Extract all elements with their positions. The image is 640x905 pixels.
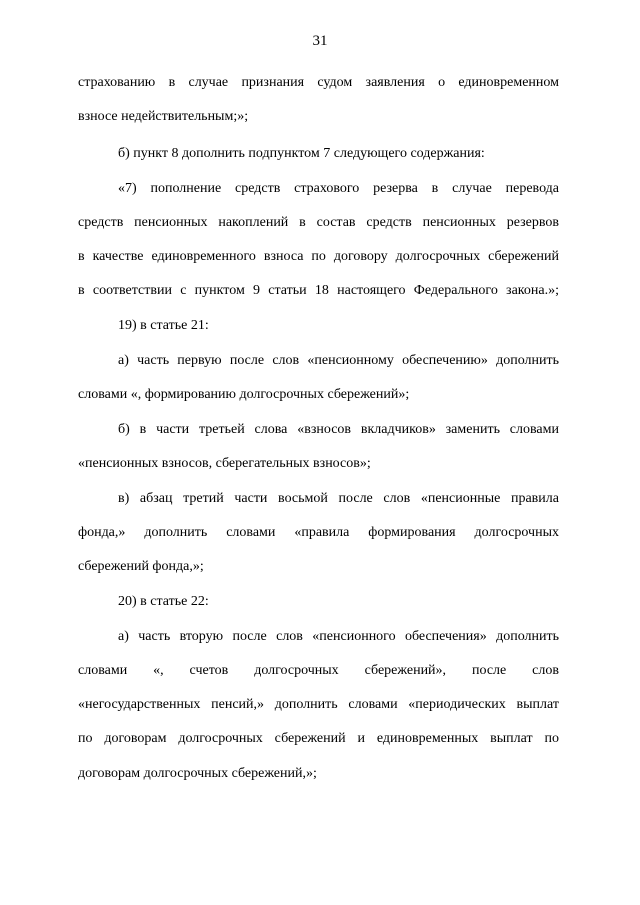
text-line: 19) в статье 21:: [118, 318, 209, 333]
text-line: б) в части третьей слова «взносов вкладчиков» заменить словами: [118, 422, 559, 437]
text-line: сбережений фонда,»;: [78, 559, 204, 574]
text-line: 20) в статье 22:: [118, 594, 209, 609]
text-line: словами «, счетов долгосрочных сбережений», после слов: [78, 663, 559, 678]
text-line: средств пенсионных накоплений в состав средств пенсионных резервов: [78, 215, 559, 230]
text-line: фонда,» дополнить словами «правила формирования долгосрочных: [78, 525, 559, 540]
text-line: а) часть вторую после слов «пенсионного обеспечения» дополнить: [118, 629, 559, 644]
text-line: по договорам долгосрочных сбережений и единовременных выплат по: [78, 731, 559, 746]
text-line: в соответствии с пунктом 9 статьи 18 настоящего Федерального закона.»;: [78, 283, 559, 298]
text-line: б) пункт 8 дополнить подпунктом 7 следующего содержания:: [118, 146, 485, 161]
page-number: 31: [312, 33, 328, 49]
text-line: «7) пополнение средств страхового резерва в случае перевода: [118, 181, 559, 196]
text-line: словами «, формированию долгосрочных сбережений»;: [78, 387, 410, 402]
text-line: «пенсионных взносов, сберегательных взносов»;: [78, 456, 371, 471]
text-line: в качестве единовременного взноса по договору долгосрочных сбережений: [78, 249, 559, 264]
text-line: а) часть первую после слов «пенсионному обеспечению» дополнить: [118, 353, 559, 368]
text-line: «негосударственных пенсий,» дополнить словами «периодических выплат: [78, 697, 559, 712]
text-line: взносе недействительным;»;: [78, 109, 249, 124]
text-line: страхованию в случае признания судом заявления о единовременном: [78, 75, 559, 90]
text-line: договорам долгосрочных сбережений,»;: [78, 766, 317, 781]
text-line: в) абзац третий части восьмой после слов «пенсионные правила: [118, 491, 559, 506]
